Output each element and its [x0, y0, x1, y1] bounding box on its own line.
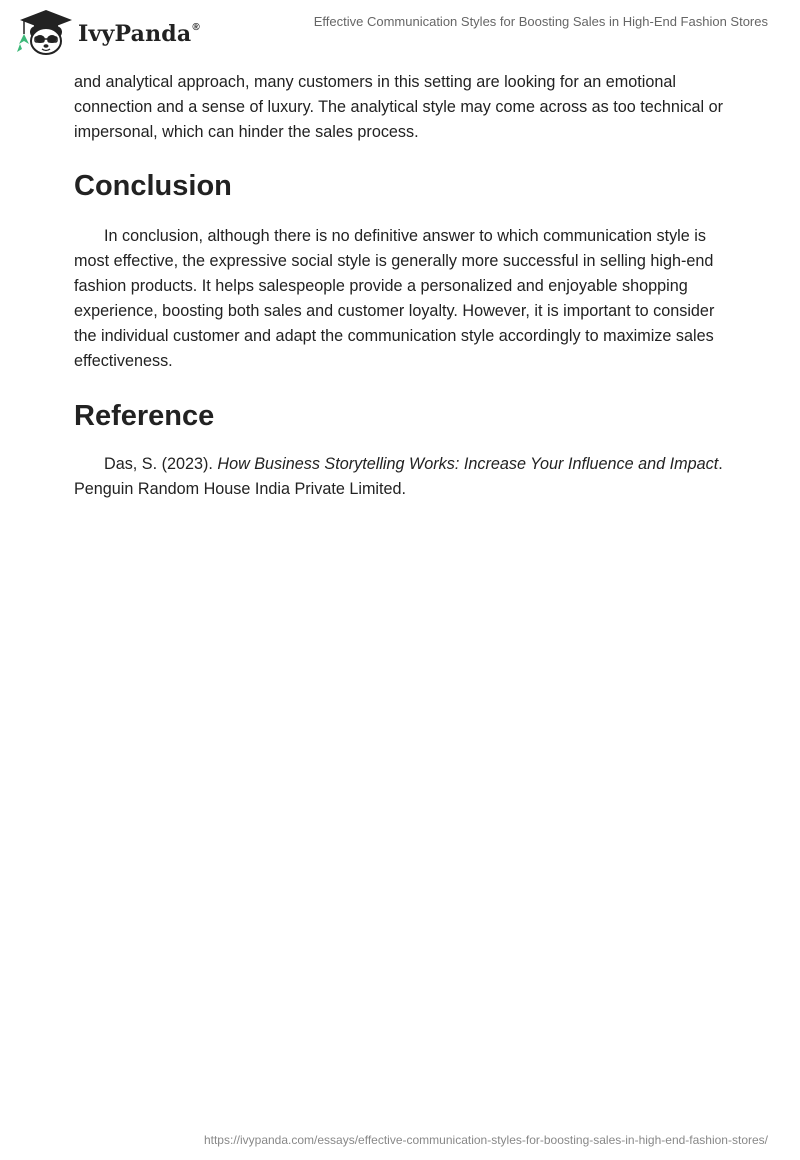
reference-heading: Reference — [74, 400, 215, 432]
reference-publisher: . Penguin Random House India Private Limited. — [74, 455, 723, 498]
reference-entry — [74, 452, 734, 502]
panda-graduate-icon — [14, 8, 78, 58]
conclusion-paragraph: In conclusion, although there is no definitive answer to which communication style is most effective, the expressive social style is generally more successful in selling high-end fashion products. It helps salespeople provide a personalized and enjoyable shopping experience, boosting both sales and customer loyalty. However, it is important to consider the individual customer and adapt the communication style accordingly to maximize sales effectiveness. — [74, 227, 715, 370]
footer-url[interactable]: https://ivypanda.com/essays/effective-communication-styles-for-boosting-sales-in-high-end-fashion-stores/ — [203, 1133, 768, 1147]
conclusion-heading: Conclusion — [74, 170, 232, 202]
intro-paragraph: and analytical approach, many customers in this setting are looking for an emotional connection and a sense of luxury. The analytical style may come across as too technical or impersonal, which can hinder the sales process. — [74, 73, 724, 141]
reference-title: How Business Storytelling Works: Increase Your Influence and Impact — [217, 455, 719, 473]
ivypanda-logo[interactable] — [14, 8, 214, 58]
page-header — [0, 0, 800, 64]
document-title: Effective Communication Styles for Boosting Sales in High-End Fashion Stores — [313, 14, 768, 29]
reference-author: Das, S. (2023). — [104, 455, 218, 473]
logo-text: IvyPanda® — [78, 21, 200, 47]
essay-body — [74, 70, 734, 502]
